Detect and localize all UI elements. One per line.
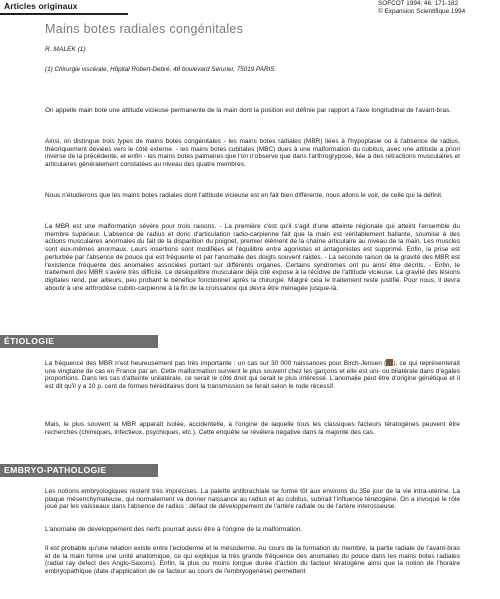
section-heading-etiologie xyxy=(0,335,158,348)
journal-reference xyxy=(378,0,496,15)
heading-label: ÉTIOLOGIE xyxy=(4,336,55,346)
frequency-text-end: ), ce qui représenterait une vingtaine de cas en France par an. Cette malformation survient le plus souvent chez les garçons et elle est uni- ou bilatérale dans d'égales proportions. Dans les cas d'atteinte unilatérale, ce serait le côté droit qui serait le plus intéressé. L'anomalie peut être d'origine génétique et il est dit qu'il y a 10 p. cent de formes héréditaires dont la transmission se ferait selon le rode récessif. xyxy=(45,360,460,391)
paragraph-isolated: Mais, le plus souvent la MBR apparaît isolée, accidentelle, à l'origine de laquelle tous les classiques facteurs tératogènes peuvent être recherchés (chimiques, infectieux, psychiques, etc.). Cette enquête se révélera négative dans la majorité des cas. xyxy=(45,421,460,436)
paragraph-ectoderm: Il est probable qu'une relation existe entre l'ectoderme et le mésoderme. Au cours de la formation du membre, la partie radiale de l'avant-bras et de la main forme une unité anatomique, ce qui explique la très grande fréquence des anomalies du pouce dans les mains botes radiales (radial ray defect des Anglo-Saxons). Enfin, la plus ou moins longue durée d'action du facteur tératogène ainsi que la notion de l'horaire embryopathique (date d'application de ce facteur au cours de l'embryogenèse) permettent xyxy=(45,545,460,576)
paragraph-types: Ainsi, on distingue trois types de mains botes congénitales - les mains botes radiales (MBR) liées à l'hypoplasie ou à l'absence de radius, théoriquement déviées vers le côté externe. - les mains botes cubitales (MBC) dues à une malformation du cubitus, avec une attitude a priori inverse de la précédente, et enfin - les mains botes palmaires que l'on n'observe que dans l'arthrogrypose, liée à des rétractions musculaires et articulaires généralement constatées au niveau des quatre membres. xyxy=(45,138,460,169)
paragraph-intro: On appelle main bote une attitude vicieuse permanente de la main dont la position est définie par rapport à l'axe longitudinal de l'avant-bras. xyxy=(45,107,452,114)
section-tag: Articles originaux xyxy=(4,1,78,11)
paragraph-nerves: L'anomalie de développement des nerfs pourrait aussi être à l'origine de la malformation. xyxy=(45,526,303,533)
header-rule xyxy=(0,13,128,15)
paragraph-embryology: Les notions embryologiques restent très imprécises. La palette antibrachiale se forme tôt aux environs du 35e jour de la vie intra-utérine. La plaque mésenchymateuse, qui normalement va donner naissance au radius et au cubitus, subirait l'influence tératogène. On a invoqué le rôle joué par les vaisseaux dans l'absence de radius : défaut de développement de l'artère radiale ou de l'artère interosseuse. xyxy=(45,488,460,511)
heading-label: EMBRYO-PATHOLOGIE xyxy=(4,465,107,475)
journal-ref-line: SOFCOT 1994; 46: 171-182 xyxy=(378,0,459,7)
paragraph-frequency xyxy=(45,359,460,391)
author-affiliation: (1) Chirurgie viscérale, Hôpital Robert-Debré, 48 boulevard Sérurier, 75019 PARIS. xyxy=(45,66,277,73)
article-title: Mains botes radiales congénitales xyxy=(45,22,244,36)
article-author: R. MALEK (1) xyxy=(45,46,86,53)
paragraph-severity: La MBR est une malformation sévère pour trois raisons. - La première c'est qu'il s'agit d'une atteinte régionale qui atteint l'ensemble du membre supérieur. L'absence de radius et donc d'articulation radio-carpienne fait que la main est véritablement ballante, soumise à des actions musculaires anormales du fait de la disparition du poignet, premier élément de la chaîne articulaire au niveau de la main. Les muscles sont eux-mêmes anormaux. Leurs insertions sont modifiées et l'équilibre entre agonistes et antagonistes est supprimé. Enfin, la prise est perturbée par l'absence de pouce qui est fréquente et par l'anomalie des doigts souvent raides. - La seconde raison de la gravité des MBR est l'existence fréquente des anomalies associées portant sur différents organes. Certains syndromes ont pu ainsi être décrits. - Enfin, le traitement des MBR s'avère très difficile. Le déséquilibre musculaire déjà cité expose à la récidive de l'attitude vicieuse. La gravité des lésions digitales rend, par ailleurs, peu probant le bénéfice fonctionnel après la chirurgie. Malgré cela le traitement reste justifié. Pour nous, il devra aboutir à une arthrodèse cubito-carpienne à la fin de la croissance qui devra être ménagée jusque-là. xyxy=(45,223,460,292)
section-heading-embryo xyxy=(0,464,158,477)
paragraph-scope: Nous n'étudierons que les mains botes radiales dont l'attitude vicieuse est en fait bien différente, nous allons le voir, de celle qui la définit. xyxy=(45,192,443,199)
page-header xyxy=(0,0,500,16)
journal-copyright-line: © Expansion Scientifique 1994 xyxy=(378,7,466,15)
frequency-text-start: La fréquence des MBR n'est heureusement pas très importante : un cas sur 30 000 naissances pour Birch-Jensen ( xyxy=(45,360,387,367)
